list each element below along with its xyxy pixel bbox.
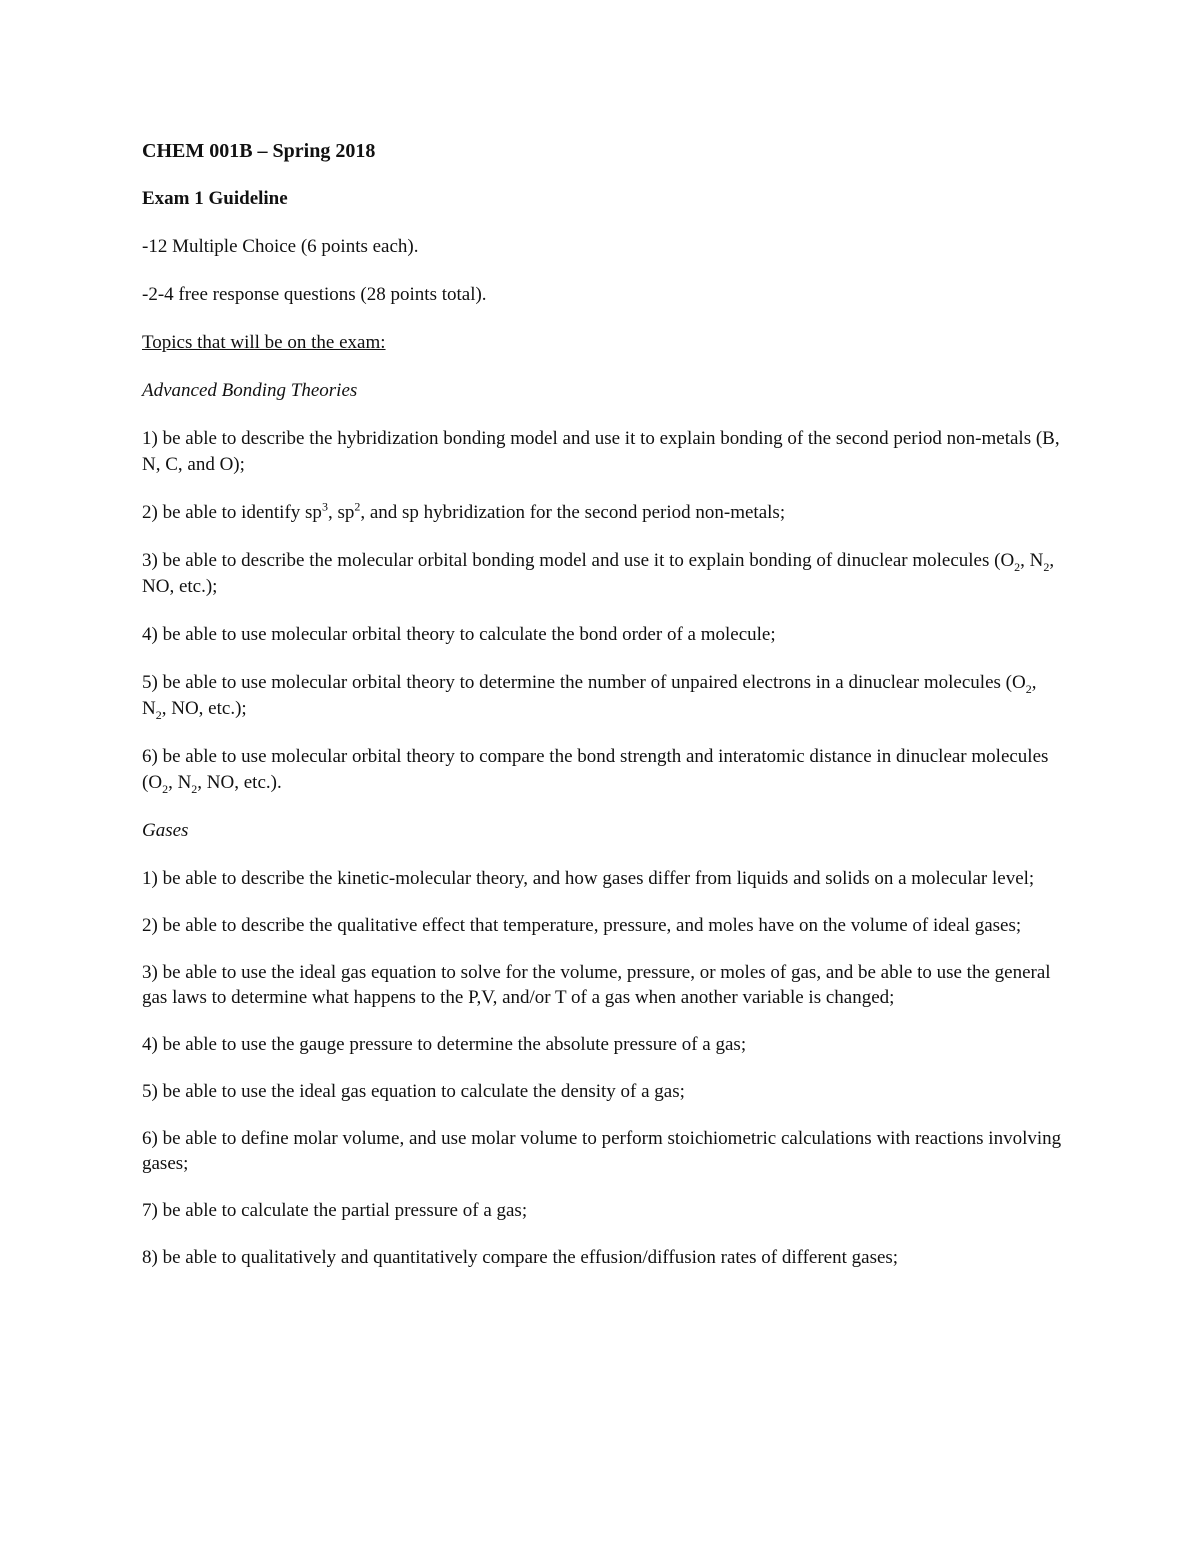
item-text: , and sp hybridization for the second period non-metals; [360,502,786,523]
item-text: 2) be able to identify sp [142,502,322,523]
item-text: 7) be able to calculate the partial pressure of a gas; [142,1200,528,1221]
item-text: , sp [327,502,355,523]
gases-item-6 [142,1126,1062,1176]
subscript: 2 [155,707,162,722]
subscript: 2 [1043,559,1050,574]
gases-item-2 [142,913,1062,938]
gases-item-5 [142,1079,1062,1104]
item-text: , N [1020,550,1044,571]
info-line-free-response: -2-4 free response questions (28 points total). [142,284,487,305]
subscript: 2 [191,781,198,796]
item-text: , NO, etc.); [142,550,1055,597]
item-text: 1) be able to describe the kinetic-molecular theory, and how gases differ from liquids and solids on a molecular level; [142,868,1035,889]
gases-item-8 [142,1245,1062,1270]
bonding-item-2 [142,500,1062,526]
item-text: 6) be able to define molar volume, and use molar volume to perform stoichiometric calculations with reactions involving gases; [142,1128,1062,1174]
exam-title: Exam 1 Guideline [142,188,288,209]
subscript: 2 [1025,681,1032,696]
item-text: 8) be able to qualitatively and quantitatively compare the effusion/diffusion rates of different gases; [142,1247,899,1268]
bonding-item-5 [142,670,1062,722]
bonding-item-3 [142,548,1062,600]
item-text: 3) be able to describe the molecular orbital bonding model and use it to explain bonding of dinuclear molecules (O [142,550,1015,571]
info-line-multiple-choice: -12 Multiple Choice (6 points each). [142,236,419,257]
item-text: 1) be able to describe the hybridization bonding model and use it to explain bonding of the second period non-metals (B, N, C, and O); [142,428,1060,475]
item-text: , N [142,672,1037,719]
section-heading-gases: Gases [142,820,189,841]
topics-heading: Topics that will be on the exam: [142,332,386,353]
item-text: , N [168,772,192,793]
item-text: 3) be able to use the ideal gas equation to solve for the volume, pressure, or moles of gas, and be able to use the general gas laws to determine what happens to the P,V, and/or T of a gas when another variable is changed; [142,962,1051,1008]
section-heading-bonding: Advanced Bonding Theories [142,380,358,401]
course-title: CHEM 001B – Spring 2018 [142,140,376,162]
subscript: 2 [1014,559,1021,574]
gases-item-3 [142,960,1062,1010]
gases-item-4 [142,1032,1062,1057]
gases-item-1 [142,866,1062,891]
item-text: 6) be able to use molecular orbital theory to compare the bond strength and interatomic distance in dinuclear molecules (O [142,746,1049,793]
superscript: 3 [321,499,328,514]
item-text: 2) be able to describe the qualitative effect that temperature, pressure, and moles have on the volume of ideal gases; [142,915,1022,936]
bonding-item-6 [142,744,1062,796]
item-text: 5) be able to use the ideal gas equation to calculate the density of a gas; [142,1081,685,1102]
subscript: 2 [162,781,169,796]
document-page [142,138,1062,1292]
bonding-item-1 [142,426,1062,478]
item-text: 4) be able to use molecular orbital theory to calculate the bond order of a molecule; [142,624,776,645]
superscript: 2 [354,499,361,514]
item-text: 4) be able to use the gauge pressure to determine the absolute pressure of a gas; [142,1034,747,1055]
gases-item-7 [142,1198,1062,1223]
item-text: , NO, etc.). [197,772,282,793]
bonding-item-4 [142,622,1062,648]
item-text: , NO, etc.); [161,698,247,719]
item-text: 5) be able to use molecular orbital theory to determine the number of unpaired electrons in a dinuclear molecules (O [142,672,1026,693]
